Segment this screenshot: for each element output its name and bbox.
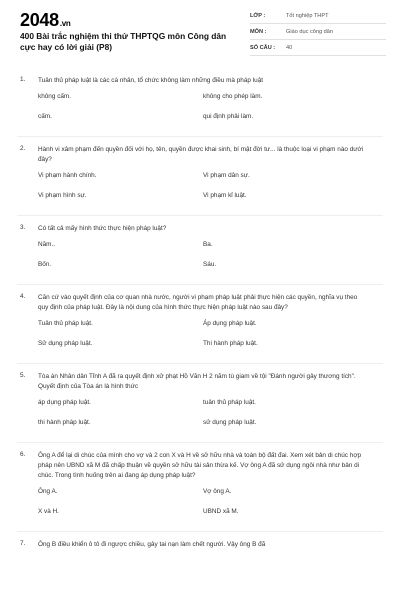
logo-suffix: .vn	[59, 19, 71, 28]
meta-row-count	[250, 40, 386, 56]
answer-option[interactable]: Vi phạm hình sự.	[38, 192, 87, 199]
meta-key: LỚP :	[250, 12, 266, 19]
answer-option[interactable]: qui định phải làm.	[203, 113, 254, 120]
question-number: 6.	[20, 451, 26, 458]
question-7	[17, 531, 383, 554]
answer-option[interactable]: Ba.	[203, 241, 213, 248]
answer-option[interactable]: Ông A.	[38, 488, 58, 495]
question-number: 1.	[20, 76, 26, 83]
document-title: 400 Bài trắc nghiệm thi thử THPTQG môn Công dân cực hay có lời giải (P8)	[20, 31, 227, 52]
meta-value: Tốt nghiệp THPT	[286, 12, 329, 19]
answer-options	[38, 92, 368, 132]
answer-option[interactable]: cấm.	[38, 113, 52, 120]
answer-option[interactable]: tuân thủ pháp luật.	[203, 399, 256, 406]
question-text: Ông A để lại di chúc của mình cho vợ và 2 con X và H về sở hữu nhà và toàn bộ đất đai. Xem xét bản di chúc hợp pháp nên UBND xã M đã chấp thuận về quyền sở hữu tài sản thừa kế. Vợ ông A đã sử dụng ngôi nhà như bản di chúc. Trong tình huống trên ai đang áp dụng pháp luật?	[38, 452, 362, 479]
answer-option[interactable]: Vợ ông A.	[203, 488, 232, 495]
answer-option[interactable]: không cấm.	[38, 93, 72, 100]
meta-row-subject	[250, 24, 386, 40]
answer-option[interactable]: thi hành pháp luật.	[38, 419, 91, 426]
site-logo[interactable]	[20, 10, 71, 31]
question-number: 2.	[20, 145, 26, 152]
question-1	[17, 72, 383, 136]
meta-key: MÔN :	[250, 28, 267, 35]
question-5	[17, 363, 383, 442]
answer-options	[38, 171, 368, 211]
answer-option[interactable]: Vi phạm hành chính.	[38, 172, 97, 179]
meta-value: Giáo dục công dân	[286, 28, 333, 35]
answer-option[interactable]: sử dụng pháp luật.	[203, 419, 257, 426]
answer-option[interactable]: Áp dụng pháp luật.	[203, 320, 257, 327]
question-6	[17, 442, 383, 531]
answer-option[interactable]: Năm..	[38, 241, 56, 248]
question-number: 3.	[20, 224, 26, 231]
question-number: 5.	[20, 372, 26, 379]
question-2	[17, 136, 383, 215]
logo-text: 2048	[20, 10, 59, 30]
question-list	[0, 72, 400, 554]
question-text: Có tất cả mấy hình thức thực hiện pháp luật?	[38, 225, 167, 232]
answer-options	[38, 319, 368, 359]
answer-option[interactable]: Sáu.	[203, 261, 217, 268]
question-text: Căn cứ vào quyết định của cơ quan nhà nước, người vi phạm pháp luật phải thực hiện các quyền, nghĩa vụ theo quy định của pháp luật. Đây là nội dung của hình thức thực hiện pháp luật nào sau đây?	[38, 294, 358, 311]
document-header	[0, 0, 400, 62]
answer-option[interactable]: UBND xã M.	[203, 508, 239, 515]
question-text: Hành vi xâm phạm đến quyền đối với họ, tên, quyền được khai sinh, bí mật đời tư... là thuộc loại vi phạm nào dưới đây?	[38, 146, 364, 163]
question-number: 4.	[20, 293, 26, 300]
answer-option[interactable]: không cho phép làm.	[203, 93, 263, 100]
document-meta	[250, 8, 386, 56]
answer-option[interactable]: Vi phạm kỉ luật.	[203, 192, 247, 199]
meta-value: 40	[286, 44, 293, 51]
answer-option[interactable]: Vi phạm dân sự.	[203, 172, 250, 179]
answer-option[interactable]: Bốn.	[38, 261, 52, 268]
answer-options	[38, 487, 368, 527]
answer-option[interactable]: Thi hành pháp luật.	[203, 340, 258, 347]
question-text: Tòa án Nhân dân Tỉnh A đã ra quyết định xử phạt Hồ Văn H 2 năm tù giam về tội "Đánh người gây thương tích". Quyết định của Tòa án là hình thức	[38, 373, 356, 390]
answer-option[interactable]: Sử dụng pháp luật.	[38, 340, 93, 347]
question-text: Ông B điều khiển ô tô đi ngược chiều, gây tai nạn làm chết người. Vậy ông B đã	[38, 541, 266, 548]
meta-key: SỐ CÂU :	[250, 44, 276, 51]
question-text: Tuân thủ pháp luật là các cá nhân, tổ chức không làm những điều mà pháp luật	[38, 77, 264, 84]
answer-option[interactable]: X và H.	[38, 508, 59, 515]
meta-row-class	[250, 8, 386, 24]
question-3	[17, 215, 383, 284]
question-number: 7.	[20, 540, 26, 547]
answer-options	[38, 398, 368, 438]
answer-option[interactable]: Tuân thủ pháp luật.	[38, 320, 93, 327]
answer-option[interactable]: áp dụng pháp luật.	[38, 399, 91, 406]
answer-options	[38, 240, 368, 280]
question-4	[17, 284, 383, 363]
